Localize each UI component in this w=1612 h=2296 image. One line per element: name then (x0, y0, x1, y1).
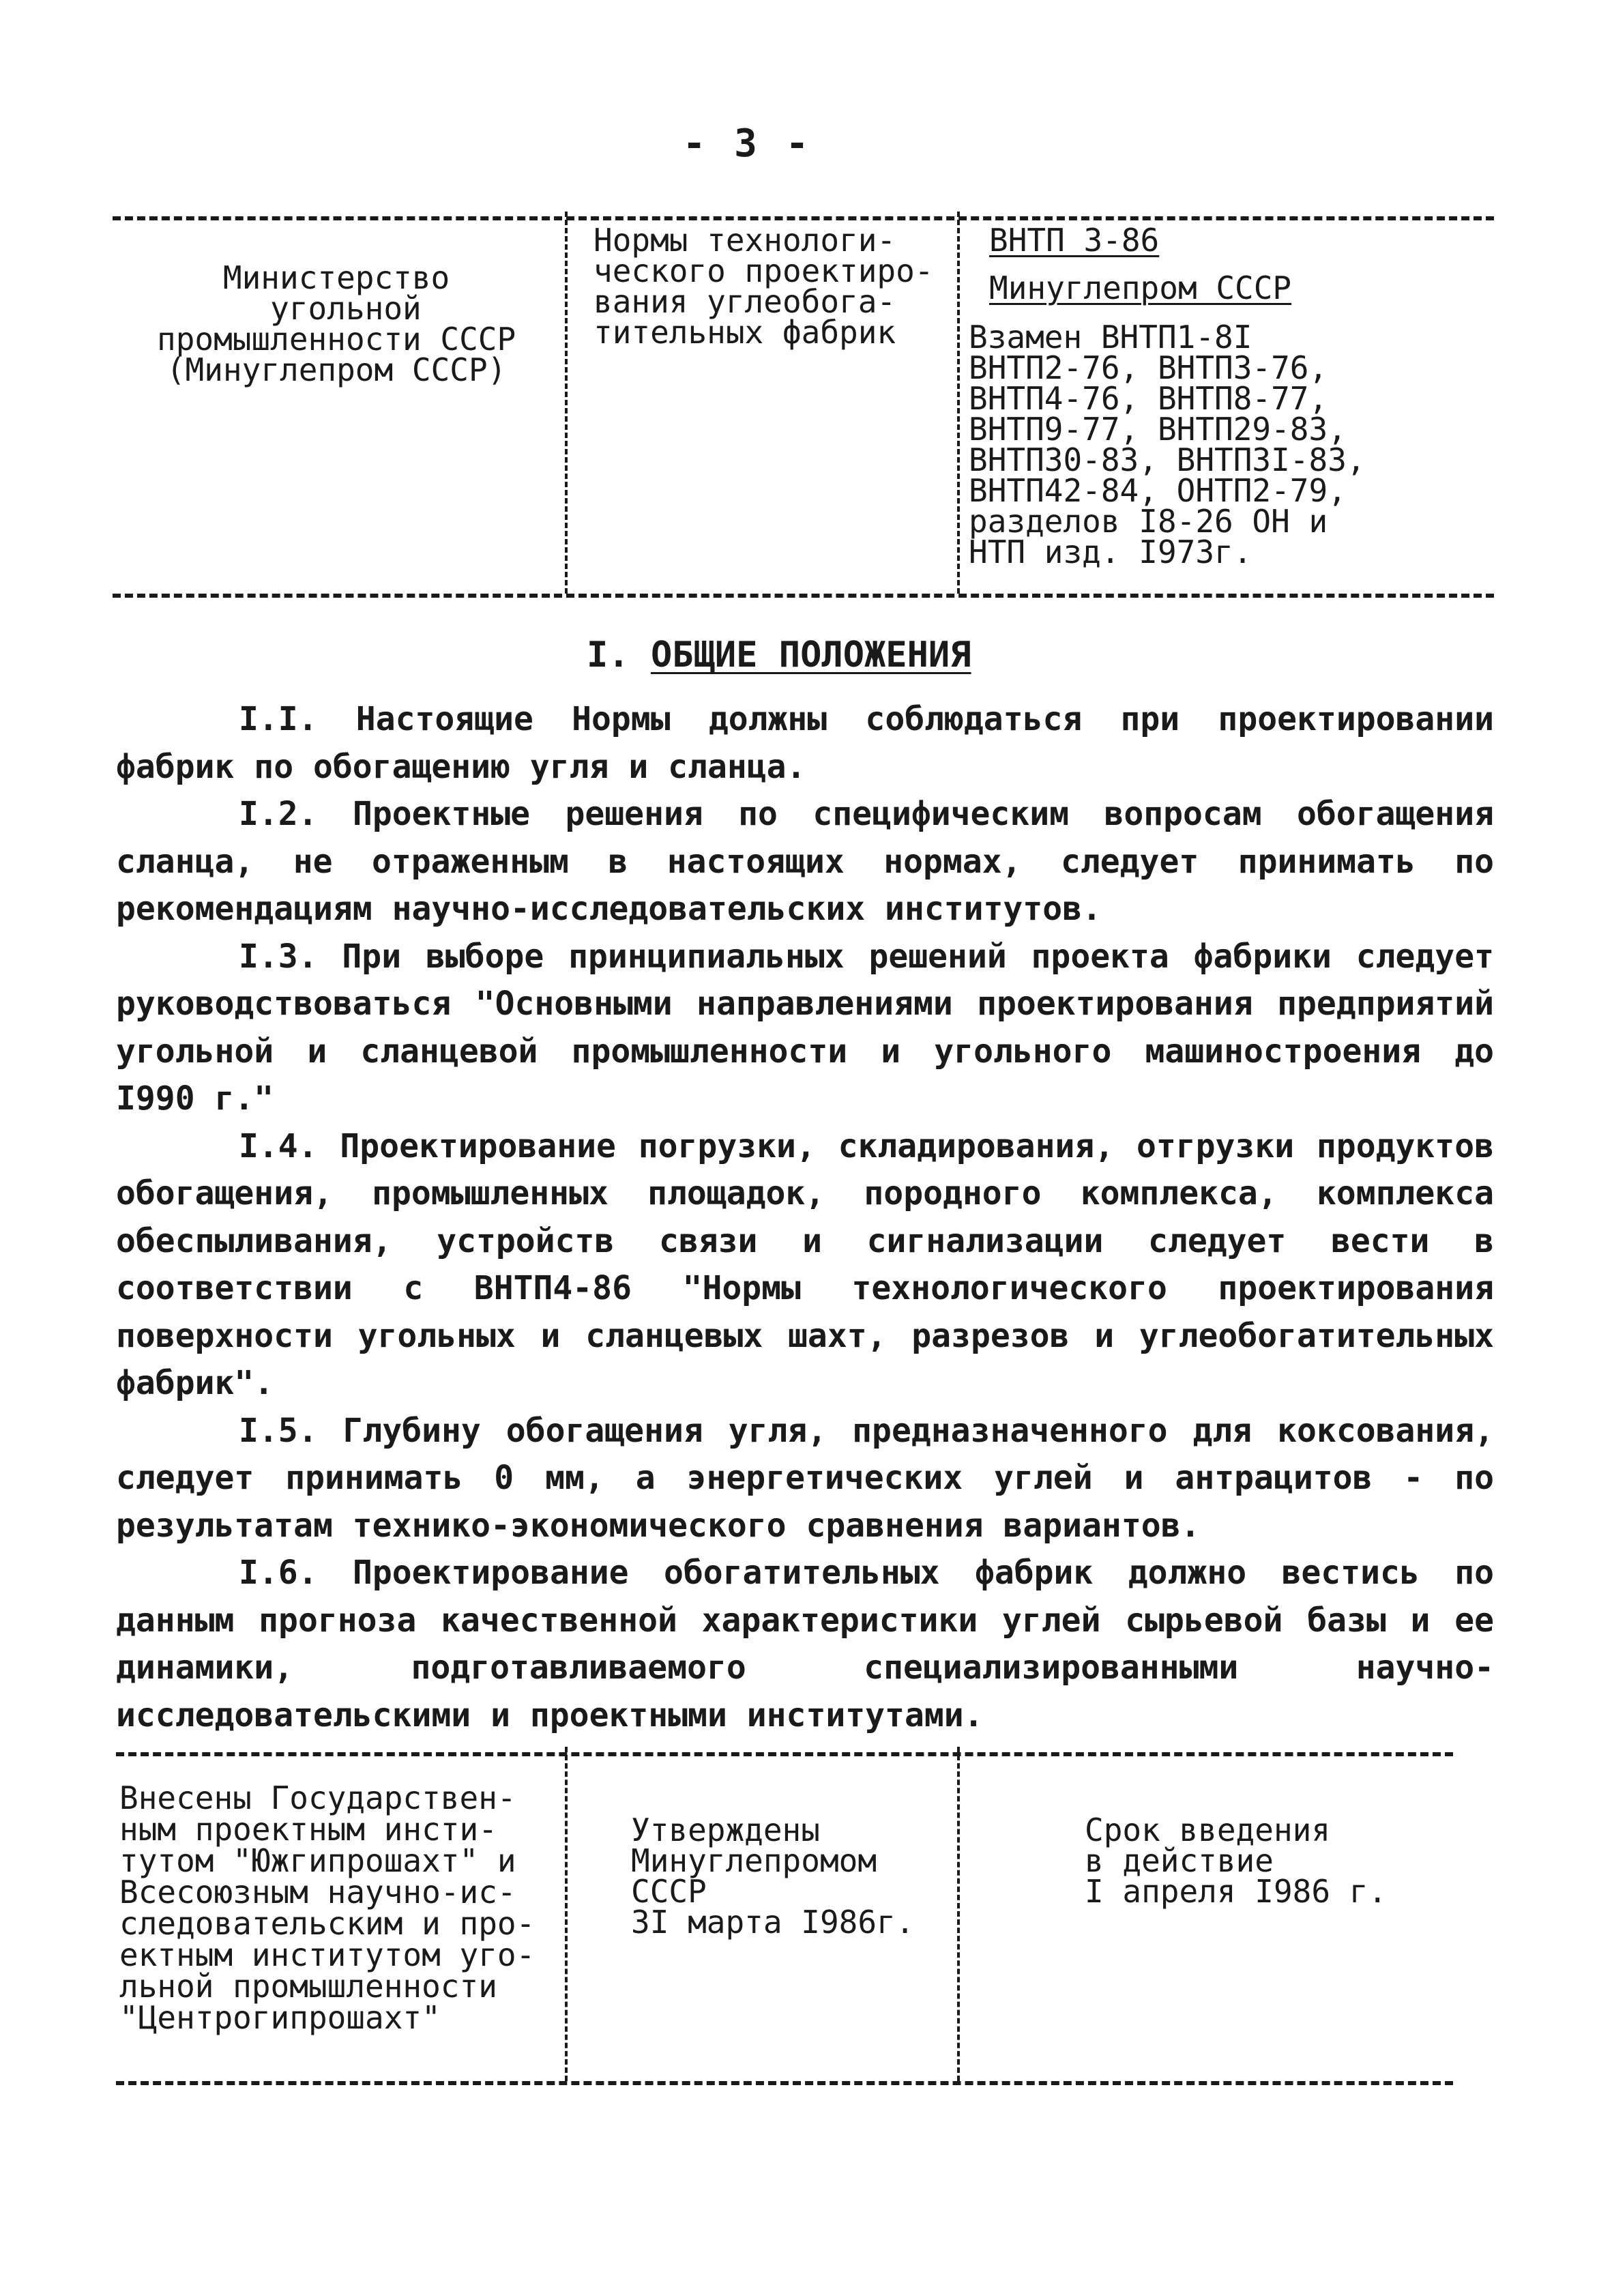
body-text (116, 696, 1494, 1739)
paragraph-1-6: I.6. Проектирование обогатительных фабрик должно вестись по данным прогноза качественной характеристики углей сырьевой базы и ее динамики, подготавливаемого специализированными научно-исследовательскими и проектными институтами. (116, 1554, 1494, 1734)
footer-top-rule (116, 1752, 1453, 1756)
footer-submitted: Внесены Государствен- ным проектным инсти- тутом "Южгипрошахт" и Всесоюзным научно-ис- следовательским и про- ектным институтом уго- льной промышленности "Центрогипрошахт" (119, 1779, 536, 2036)
header-bottom-rule (113, 594, 1494, 598)
header-doc-org: Минуглепром СССР (989, 270, 1292, 306)
paragraph-1-1: I.I. Настоящие Нормы должны соблюдаться при проектировании фабрик по обогащению угля и сланца. (116, 700, 1494, 786)
header-divider-right (957, 212, 960, 594)
footer-divider-right (957, 1747, 960, 2081)
header-norms-title: Нормы технологи- ческого проектиро- вания углеобога- тительных фабрик (593, 222, 934, 351)
header-top-rule (113, 216, 1494, 220)
header-replaces: Взамен ВНТП1-8I ВНТП2-76, ВНТП3-76, ВНТП4-76, ВНТП8-77, ВНТП9-77, ВНТП29-83, ВНТП30-83, ВНТП3I-83, ВНТП42-84, ОНТП2-79, разделов I8-26 ОН и НТП изд. I973г. (969, 319, 1366, 570)
header-doc-code: ВНТП 3-86 (989, 222, 1160, 259)
header-ministry: Министерство угольной промышленности СССР (Минуглепром СССР) (157, 259, 516, 388)
section-number: I. (587, 635, 630, 675)
paragraph-1-2: I.2. Проектные решения по специфическим вопросам обогащения сланца, не отраженным в настоящих нормах, следует принимать по рекомендациям научно-исследовательских институтов. (116, 795, 1494, 928)
header-divider-left (565, 212, 568, 594)
footer-approved: Утверждены Минуглепромом СССР 3I марта I986г. (631, 1812, 915, 1941)
section-title-text: ОБЩИЕ ПОЛОЖЕНИЯ (650, 635, 971, 675)
page-number: - 3 - (682, 121, 812, 166)
paragraph-1-4: I.4. Проектирование погрузки, складирования, отгрузки продуктов обогащения, промышленных площадок, породного комплекса, комплекса обеспыливания, устройств связи и сигнализации следует вести в соответствии с ВНТП4-86 "Нормы технологического проектирования поверхности угольных и сланцевых шахт, разрезов и углеобогатительных фабрик". (116, 1127, 1494, 1402)
paragraph-1-5: I.5. Глубину обогащения угля, предназначенного для коксования, следует принимать 0 мм, а энергетических углей и антрацитов - по результатам технико-экономического сравнения вариантов. (116, 1411, 1494, 1545)
footer-divider-left (565, 1747, 568, 2081)
footer-effective: Срок введения в действие I апреля I986 г. (1085, 1812, 1388, 1910)
paragraph-1-3: I.3. При выборе принципиальных решений проекта фабрики следует руководствоваться "Основными направлениями проектирования предприятий угольной и сланцевой промышленности и угольного машиностроения до I990 г." (116, 937, 1494, 1118)
footer-bottom-rule (116, 2081, 1453, 2085)
section-title (587, 635, 971, 675)
